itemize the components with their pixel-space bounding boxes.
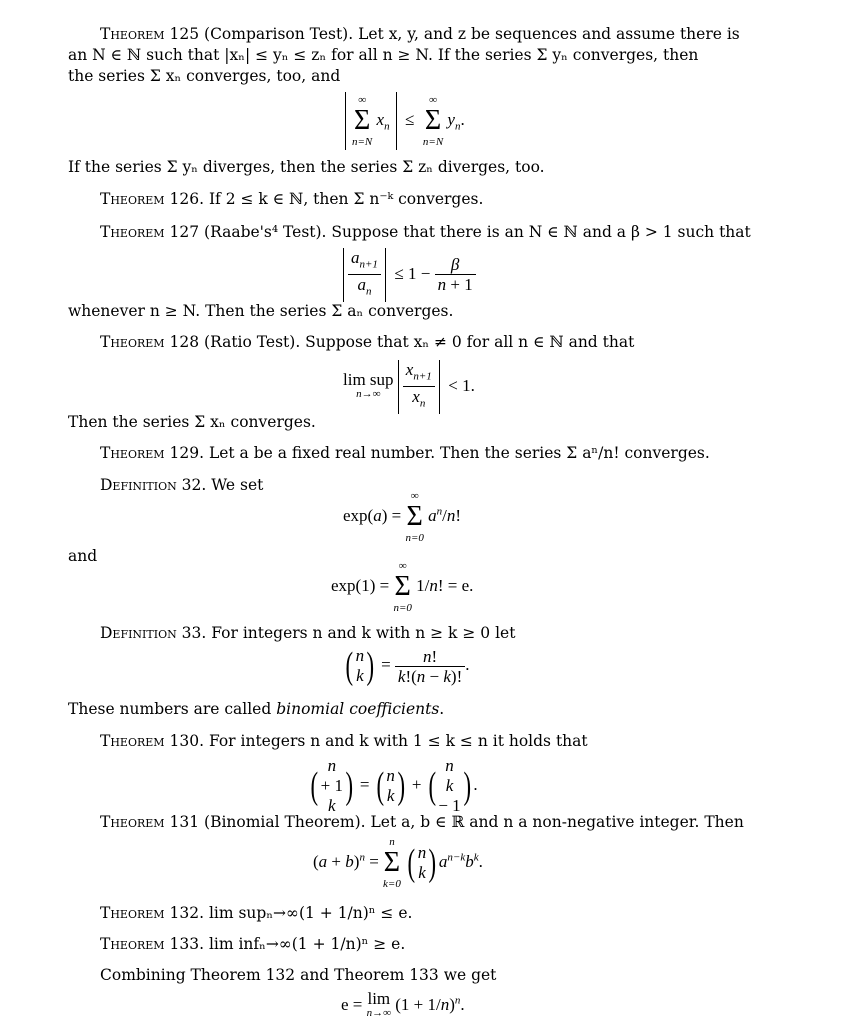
theorem-130 bbox=[100, 731, 830, 751]
theorem-130-identity: ( n + 1 k ) = ( n k ) + ( n k − 1 ) . bbox=[310, 756, 478, 815]
definition-33-label: Definition 33. bbox=[100, 624, 207, 642]
theorem-133 bbox=[100, 934, 830, 954]
theorem-125-inequality: ∞ Σ n=N $x_n$ ≤ ∞ Σ n=N $y_n$. bbox=[345, 92, 465, 150]
theorem-127-text: (Raabe's⁴ Test). Suppose that there is an N ∈ ℕ and a β > 1 such that bbox=[204, 223, 751, 241]
definition-33-after-end: . bbox=[439, 700, 445, 718]
theorem-130-text: For integers n and k with 1 ≤ k ≤ n it holds that bbox=[208, 732, 588, 750]
definition-32-label: Definition 32. bbox=[100, 476, 207, 494]
definition-32-and: and bbox=[68, 547, 98, 565]
theorem-126 bbox=[100, 189, 830, 209]
theorem-127-label: Theorem 127 bbox=[100, 223, 200, 241]
definition-32 bbox=[100, 475, 830, 495]
theorem-125-text: (Comparison Test). Let x, y, and z be sequences and assume there is bbox=[204, 25, 740, 43]
e-limit-formula: e = lim n→∞ $(1 + 1/n)^n$. bbox=[341, 989, 465, 1019]
theorem-131 bbox=[100, 812, 830, 832]
theorem-125-line-1 bbox=[100, 24, 830, 44]
theorem-131-text: (Binomial Theorem). Let a, b ∈ ℝ and n a non-negative integer. Then bbox=[204, 813, 744, 831]
binomial-coefficients-term: binomial coefficients bbox=[276, 700, 440, 718]
definition-32-exp-a: exp(a) = ∞ Σ n=0 $a^n/n$! bbox=[343, 490, 462, 544]
definition-32-exp-1: exp(1) = ∞ Σ n=0 1/n! = e. bbox=[331, 560, 474, 614]
theorem-125-line-2: an N ∈ ℕ such that |xₙ| ≤ yₙ ≤ zₙ for all n ≥ N. If the series Σ yₙ converges, then bbox=[68, 46, 699, 64]
theorem-132-text: lim supₙ→∞(1 + 1/n)ⁿ ≤ e. bbox=[208, 904, 413, 922]
theorem-127-inequality: $\frac{a_{n+1}}{a_n}$ ≤ 1 − $\frac{\beta}{n + 1}$ bbox=[343, 248, 476, 302]
theorem-126-text: If 2 ≤ k ∈ ℕ, then Σ n⁻ᵏ converges. bbox=[208, 190, 484, 208]
theorem-132-label: Theorem 132. bbox=[100, 904, 204, 922]
definition-33-text: For integers n and k with n ≥ k ≥ 0 let bbox=[211, 624, 516, 642]
definition-33-after-text: These numbers are called bbox=[68, 700, 277, 718]
definition-33-after bbox=[68, 699, 798, 719]
theorem-126-label: Theorem 126. bbox=[100, 190, 204, 208]
definition-33 bbox=[100, 623, 830, 643]
theorem-129-label: Theorem 129. bbox=[100, 444, 204, 462]
theorem-132 bbox=[100, 903, 830, 923]
theorem-125-label: Theorem 125 bbox=[100, 25, 200, 43]
theorem-125-line-3: the series Σ xₙ converges, too, and bbox=[68, 67, 341, 85]
theorem-128 bbox=[100, 332, 830, 352]
theorem-128-condition: lim sup n→∞ $\frac{x_{n+1}}{x_n}$ < 1. bbox=[343, 360, 475, 414]
theorem-129-text: Let a be a fixed real number. Then the series Σ aⁿ/n! converges. bbox=[208, 444, 710, 462]
definition-32-text: We set bbox=[211, 476, 264, 494]
theorem-131-label: Theorem 131 bbox=[100, 813, 200, 831]
theorem-131-formula: $(a + b)^n$ = n Σ k=0 ( n k ) $a^{n-k}b^k$. bbox=[313, 836, 483, 890]
theorem-128-label: Theorem 128 bbox=[100, 333, 200, 351]
theorem-125-line-4: If the series Σ yₙ diverges, then the series Σ zₙ diverges, too. bbox=[68, 158, 545, 176]
theorem-128-after: Then the series Σ xₙ converges. bbox=[68, 413, 316, 431]
theorem-133-label: Theorem 133. bbox=[100, 935, 204, 953]
theorem-129 bbox=[100, 443, 830, 463]
theorem-127-after: whenever n ≥ N. Then the series Σ aₙ converges. bbox=[68, 302, 454, 320]
definition-33-binomial: ( n k ) = $\frac{n!}{k!(n - k)!}$ . bbox=[345, 645, 470, 687]
theorem-130-label: Theorem 130. bbox=[100, 732, 204, 750]
combining-line: Combining Theorem 132 and Theorem 133 we get bbox=[100, 966, 497, 984]
theorem-128-text: (Ratio Test). Suppose that xₙ ≠ 0 for all n ∈ ℕ and that bbox=[204, 333, 635, 351]
theorem-133-text: lim infₙ→∞(1 + 1/n)ⁿ ≥ e. bbox=[208, 935, 406, 953]
theorem-127 bbox=[100, 222, 830, 242]
